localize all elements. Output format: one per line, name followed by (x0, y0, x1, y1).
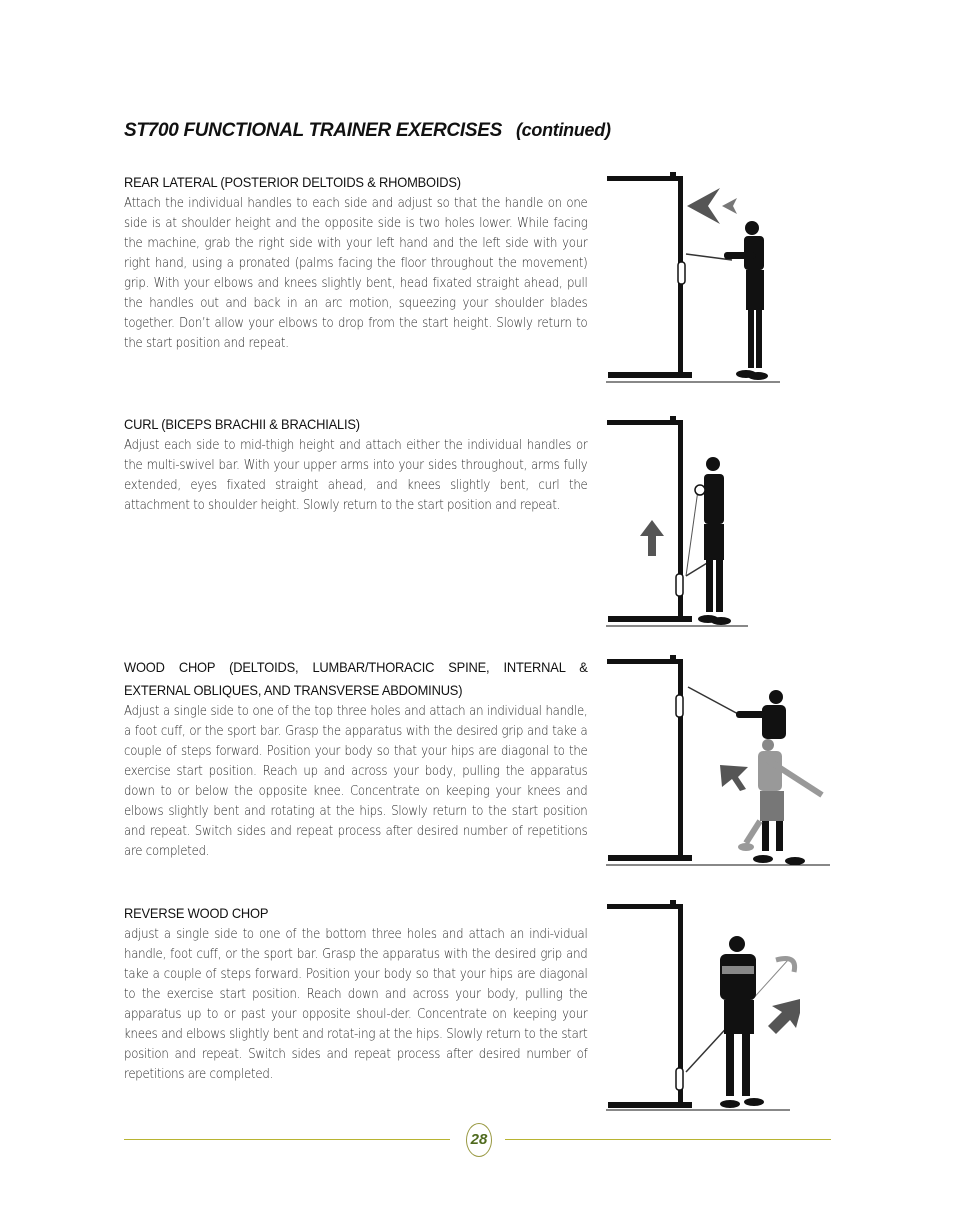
page-number: 28 (466, 1123, 492, 1157)
reverse-wood-chop-illustration (600, 900, 800, 1118)
exercise-description: adjust a single side to one of the bottom three holes and attach an indi-vidual handle, foot cuff, or the sport bar. Grasp the apparatus with the desired grip and take a couple of steps forward. Position your body so that your hips are diagonal to the exercise start position. Reach down and across your body, pulling the apparatus up to or past your opposite shoul-der. Concentrate on keeping your knees and elbows slightly bent and rotat-ing at the hips. Slowly return to the start position and repeat. Switch sides and repeat process after desired number of repetitions are completed. (124, 927, 588, 1082)
exercise-description: Adjust a single side to one of the top three holes and attach an individual handle, a foot cuff, or the sport bar. Grasp the apparatus with the desired grip and take a couple of steps forward. Position your body so that your hips are diagonal to the exercise start position. Reach up and across your body, pulling the apparatus down to or below the opposite knee. Concentrate on keeping your knees and elbows slightly bent and rotating at the hips. Slowly return to the start position and repeat. Switch sides and repeat process after desired number of repetitions are completed. (124, 704, 588, 859)
footer-rule-right (505, 1139, 831, 1140)
exercise-rear-lateral (124, 171, 588, 354)
exercise-heading: REVERSE WOOD CHOP (124, 905, 269, 921)
wood-chop-illustration (600, 655, 830, 871)
exercise-reverse-wood-chop (124, 902, 588, 1085)
page-title-text: ST700 FUNCTIONAL TRAINER EXERCISES (124, 120, 502, 141)
rear-lateral-illustration (600, 170, 790, 388)
footer-rule-left (124, 1139, 450, 1140)
exercise-heading: WOOD CHOP (DELTOIDS, LUMBAR/THORACIC SPINE, INTERNAL & EXTERNAL OBLIQUES, AND TRANSVERSE ABDOMINUS) (124, 659, 588, 698)
exercise-heading: REAR LATERAL (POSTERIOR DELTOIDS & RHOMBOIDS) (124, 174, 461, 190)
page-title-suffix: (continued) (515, 120, 611, 140)
exercise-description: Attach the individual handles to each side and adjust so that the handle on one side is at shoulder height and the opposite side is two holes lower. While facing the machine, grab the right side with your left hand and the left side with your right hand, using a pronated (palms facing the floor throughout the movement) grip. With your elbows and knees slightly bent, head fixated straight ahead, pull the handles out and back in an arc motion, squeezing your shoulder blades together. Don’t allow your elbows to drop from the start height. Slowly return to the start position and repeat. (124, 196, 588, 351)
exercise-wood-chop (124, 656, 588, 862)
page-title (124, 120, 611, 142)
exercise-curl (124, 413, 588, 516)
curl-illustration (600, 414, 790, 632)
exercise-description: Adjust each side to mid-thigh height and attach either the individual handles or the multi-swivel bar. With your upper arms into your sides throughout, arms fully extended, eyes fixated straight ahead, and knees slightly bent, curl the attachment to shoulder height. Slowly return to the start position and repeat. (124, 438, 588, 513)
exercise-heading: CURL (BICEPS BRACHII & BRACHIALIS) (124, 416, 360, 432)
